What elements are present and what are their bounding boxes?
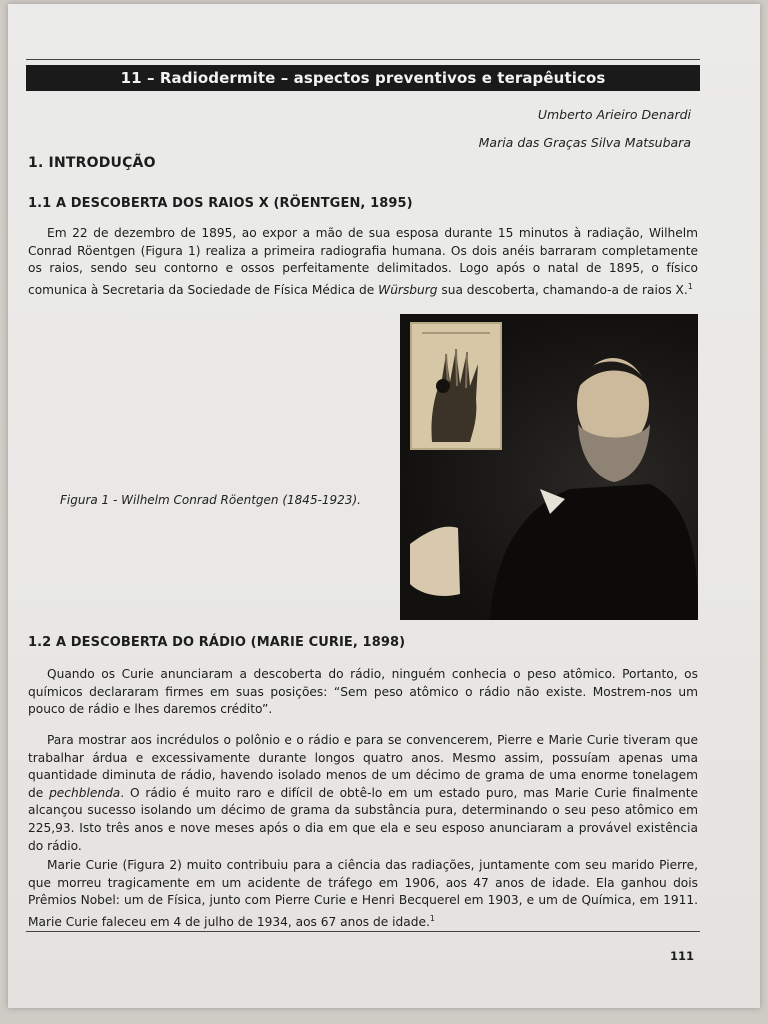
p4-reference: 1 [429, 913, 435, 923]
author-1: Umberto Arieiro Denardi [537, 107, 691, 122]
p1-text-b: sua descoberta, chamando-a de raios X. [437, 282, 688, 297]
paragraph-curie-work [28, 732, 698, 855]
p3-italic: pechblenda [49, 785, 121, 800]
section-1-1-heading: 1.1 A DESCOBERTA DOS RAIOS X (RÖENTGEN, 1895) [28, 196, 413, 211]
p1-italic: Würsburg [378, 282, 438, 297]
chapter-title-bar [26, 65, 700, 91]
bottom-rule [26, 931, 700, 932]
section-1-2-heading: 1.2 A DESCOBERTA DO RÁDIO (MARIE CURIE, 1898) [28, 635, 406, 650]
author-2: Maria das Graças Silva Matsubara [478, 135, 691, 150]
page-number: 111 [669, 949, 694, 963]
chapter-title: 11 – Radiodermite – aspectos preventivos e terapêuticos [120, 69, 606, 87]
p4-text: Marie Curie (Figura 2) muito contribuiu para a ciência das radiações, juntamente com seu marido Pierre, que morreu tragicamente em um acidente de tráfego em 1906, aos 47 anos de idade. Ela ganhou dois Prêmios Nobel: um de Física, junto com Pierre Curie e Henri Becquerel em 1903, e um de Química, em 1911. Marie Curie faleceu em 4 de julho de 1934, aos 67 anos de idade. [28, 858, 698, 929]
p1-text-a: Em 22 de dezembro de 1895, ao expor a mão de sua esposa durante 15 minutos à radiação, Wilhelm Conrad Röentgen (Figura 1) realiza a primeira radiografia humana. Os dois anéis barraram completamente os raios, sendo seu contorno e ossos perfeitamente delimitados. Logo após o natal de 1895, o físico comunica à Secretaria da Sociedade de Física Médica de [28, 226, 698, 297]
intro-heading: 1. INTRODUÇÃO [28, 155, 156, 171]
p1-reference: 1 [687, 281, 693, 291]
book-page [8, 4, 760, 1008]
p3-text-a: Para mostrar aos incrédulos o polônio e o rádio e para se convencerem, Pierre e Marie Curie tiveram que trabalhar árdua e excessivamente durante longos quatro anos. Mesmo assim, possuíam apenas uma quantidade diminuta de rádio, havendo isolado menos de um décimo de grama de uma enorme tonelagem de [28, 733, 698, 800]
top-rule [26, 59, 700, 60]
paragraph-roentgen [28, 225, 698, 299]
figure-1-caption: Figura 1 - Wilhelm Conrad Röentgen (1845-1923). [60, 493, 361, 507]
paragraph-curie-announcement: Quando os Curie anunciaram a descoberta do rádio, ninguém conhecia o peso atômico. Portanto, os químicos declararam firmes em suas posições: “Sem peso atômico o rádio não existe. Mostrem-nos um pouco de rádio e lhes daremos crédito”. [28, 667, 698, 717]
p3-text-b: . O rádio é muito raro e difícil de obtê-lo em um estado puro, mas Marie Curie finalmente alcançou sucesso isolando um décimo de grama da substância pura, determinando o seu peso atômico em 225,93. Isto três anos e nove meses após o dia em que ela e seu esposo anunciaram a provável existência do rádio. [28, 785, 699, 853]
paragraph-curie-contribution [28, 857, 698, 931]
portrait-drawing [400, 314, 698, 620]
roentgen-photo [400, 314, 698, 620]
